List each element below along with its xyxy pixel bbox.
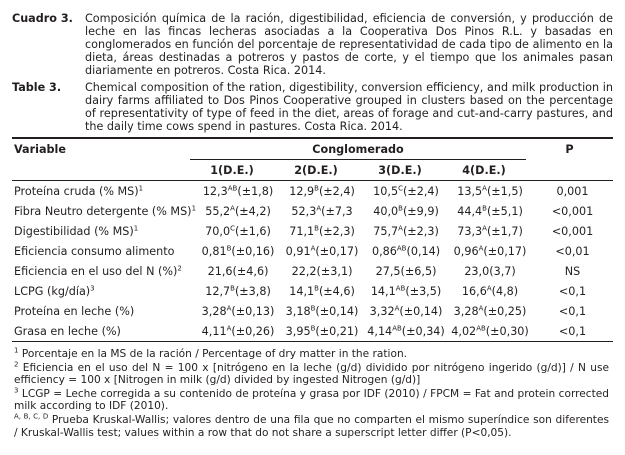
- cell-cluster-3: 27,5(±6,5): [375, 264, 437, 278]
- cell-p-value: <0,1: [558, 324, 587, 338]
- footnotes: [12, 348, 613, 439]
- caption-spanish-label: Cuadro 3.: [12, 12, 73, 25]
- cell-cluster-3: $0,86^{AB}(0,14)$: [371, 243, 441, 258]
- table-subheader-row: [12, 160, 613, 181]
- cell-cluster-1: $3,28^A(\pm 0,13)$: [201, 303, 275, 318]
- header-cluster-3: 3(D.E.): [358, 160, 442, 181]
- caption-spanish: [12, 12, 613, 77]
- header-conglomerado: Conglomerado: [312, 142, 404, 156]
- cell-cluster-4: $16,6^A(4,8)$: [461, 283, 519, 298]
- caption-spanish-text: Composición química de la ración, digestibilidad, eficiencia de conversión, y producción de leche en las fincas lecheras asociadas a la Cooperativa Dos Pinos R.L. y basadas en conglomerados en función del porcentaje de representatividad de cada tipo de alimento en la dieta, áreas destinadas a potreros y pastos de corte, y el tiempo que los animales pasan diariamente en potreros. Costa Rica. 2014.: [85, 12, 613, 77]
- header-cluster-2: 2(D.E.): [274, 160, 358, 181]
- footnote-1: $^1$ Porcentaje en la MS de la ración / Percentage of dry matter in the ration.: [14, 346, 408, 360]
- cell-p-value: NS: [564, 264, 581, 278]
- row-variable: Proteína cruda (% MS)$^1$: [14, 183, 144, 198]
- cell-cluster-4: 23,0(3,7): [464, 264, 516, 278]
- cell-cluster-3: $4,14^{AB}(\pm 0,34)$: [367, 323, 445, 338]
- cell-cluster-2: $3,95^B(\pm 0,21)$: [285, 323, 359, 338]
- row-variable: Fibra Neutro detergente (% MS)$^1$: [14, 203, 197, 218]
- cell-cluster-3: $40,0^B(\pm 9,9)$: [373, 203, 439, 218]
- cell-cluster-3: $10,5^C(\pm 2,4)$: [373, 183, 439, 198]
- caption-english-text: Chemical composition of the ration, digestibility, conversion efficiency, and milk production in dairy farms affiliated to Dos Pinos Cooperative grouped in clusters based on the percentage of representativity of type of feed in the diet, areas of forage and cut-and-carry pastures, and the daily time cows spend in pastures. Costa Rica. 2014.: [85, 81, 613, 133]
- cell-cluster-4: $44,4^B(\pm 5,1)$: [457, 203, 523, 218]
- cell-cluster-2: $52,3^A(\pm 7,3$: [291, 203, 353, 218]
- cell-cluster-3: $14,1^{AB}(\pm 3,5)$: [370, 283, 442, 298]
- row-variable: Eficiencia en el uso del N (%)$^2$: [14, 263, 182, 278]
- table-row: [12, 301, 613, 321]
- table-row: [12, 221, 613, 241]
- footnote-3: $^3$ LCGP = Leche corregida a su contenido de proteína y grasa por IDF (2010) / FPCM = Fat and protein corrected milk according to IDF (2010).: [14, 386, 609, 413]
- table-row: [12, 281, 613, 301]
- cell-cluster-4: $4,02^{AB}(\pm 0,30)$: [451, 323, 529, 338]
- cell-cluster-3: $3,32^A(\pm 0,14)$: [369, 303, 443, 318]
- cell-cluster-1: $4,11^A(\pm 0,26)$: [201, 323, 275, 338]
- table-header-row: [12, 139, 613, 160]
- header-variable: Variable: [14, 142, 66, 156]
- table-row: [12, 241, 613, 261]
- cell-cluster-4: $3,28^A(\pm 0,25)$: [453, 303, 527, 318]
- footnote-2: $^2$ Eficiencia en el uso del N = 100 x [nitrógeno en la leche (g/d) dividido por nitrógeno ingerido (g/d)] / N use efficiency = 100 x [Nitrogen in milk (g/d) divided by ingested Nitrogen (g/d)]: [14, 360, 609, 387]
- table-row: [12, 321, 613, 341]
- cell-cluster-2: $71,1^B(\pm 2,3)$: [289, 223, 355, 238]
- cell-cluster-2: 22,2(±3,1): [291, 264, 353, 278]
- cell-cluster-1: 21,6(±4,6): [207, 264, 269, 278]
- cell-cluster-2: $12,9^B(\pm 2,4)$: [289, 183, 355, 198]
- row-variable: LCPG (kg/día)$^3$: [14, 283, 95, 298]
- header-cluster-4: 4(D.E.): [442, 160, 526, 181]
- cell-p-value: <0,01: [555, 244, 590, 258]
- cell-cluster-2: $0,91^A(\pm 0,17)$: [285, 243, 359, 258]
- cell-p-value: <0,001: [551, 204, 594, 218]
- cell-cluster-1: $0,81^B(\pm 0,16)$: [201, 243, 275, 258]
- row-variable: Grasa en leche (%): [14, 324, 121, 338]
- data-table: [12, 139, 613, 180]
- header-cluster-1: 1(D.E.): [190, 160, 274, 181]
- cell-cluster-1: $55,2^A(\pm 4,2)$: [205, 203, 271, 218]
- cell-p-value: <0,1: [558, 284, 587, 298]
- row-variable: Digestibilidad (% MS)$^1$: [14, 223, 139, 238]
- table-bottom-rule: [12, 341, 613, 342]
- cell-cluster-1: $12,3^{AB}(\pm 1,8)$: [202, 183, 274, 198]
- cell-cluster-4: $13,5^A(\pm 1,5)$: [457, 183, 523, 198]
- cell-p-value: 0,001: [556, 184, 589, 198]
- cell-p-value: <0,001: [551, 224, 594, 238]
- row-variable: Proteína en leche (%): [14, 304, 135, 318]
- table-row: [12, 201, 613, 221]
- cell-p-value: <0,1: [558, 304, 587, 318]
- caption-english: [12, 81, 613, 133]
- caption-english-label: Table 3.: [12, 81, 62, 94]
- cell-cluster-1: $12,7^B(\pm 3,8)$: [205, 283, 271, 298]
- footnote-4: $^{A, B, C, D}$ Prueba Kruskal-Wallis; valores dentro de una fila que no comparten el mismo superíndice son diferentes / Kruskal-Wallis test; values within a row that do not share a superscript letter differ (P<0,05).: [14, 412, 609, 439]
- cell-cluster-2: $3,18^B(\pm 0,14)$: [285, 303, 359, 318]
- row-variable: Eficiencia consumo alimento: [14, 244, 175, 258]
- table-row: [12, 261, 613, 281]
- cell-cluster-4: $73,3^A(\pm 1,7)$: [457, 223, 523, 238]
- cell-cluster-1: $70,0^C(\pm 1,6)$: [205, 223, 271, 238]
- cell-cluster-4: $0,96^A(\pm 0,17)$: [453, 243, 527, 258]
- cell-cluster-2: $14,1^B(\pm 4,6)$: [289, 283, 355, 298]
- cell-cluster-3: $75,7^A(\pm 2,3)$: [373, 223, 439, 238]
- data-table-body: [12, 181, 613, 341]
- header-p: P: [565, 142, 574, 156]
- table-row: [12, 181, 613, 201]
